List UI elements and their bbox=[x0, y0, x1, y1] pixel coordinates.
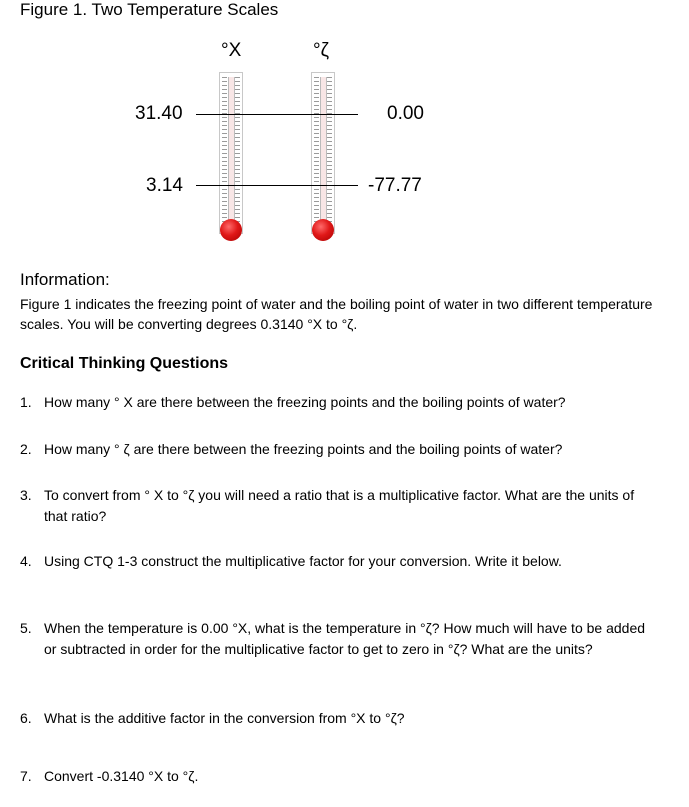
x-freezing-value: 3.14 bbox=[146, 175, 183, 196]
question-text: Using CTQ 1-3 construct the multiplicative factor for your conversion. Write it below. bbox=[44, 553, 562, 569]
question-number: 4. bbox=[20, 553, 32, 569]
boiling-point-line bbox=[196, 114, 358, 115]
ctq-heading: Critical Thinking Questions bbox=[20, 355, 229, 372]
question-6 bbox=[20, 708, 660, 729]
question-text: How many ° X are there between the freezing points and the boiling points of water? bbox=[44, 394, 566, 410]
question-4 bbox=[20, 551, 660, 572]
unit-label-x: °X bbox=[221, 40, 242, 61]
freezing-point-line bbox=[196, 185, 358, 186]
question-number: 2. bbox=[20, 441, 32, 457]
information-body: Figure 1 indicates the freezing point of water and the boiling point of water in two different temperature scales. You will be converting degrees 0.3140 °X to °ζ. bbox=[20, 296, 653, 332]
question-1 bbox=[20, 392, 660, 413]
question-number: 6. bbox=[20, 710, 32, 726]
question-7 bbox=[20, 766, 660, 787]
question-number: 5. bbox=[20, 620, 32, 636]
question-text: How many ° ζ are there between the freezing points and the boiling points of water? bbox=[44, 441, 563, 457]
question-3 bbox=[20, 485, 660, 527]
question-text: What is the additive factor in the conversion from °X to °ζ? bbox=[44, 710, 405, 726]
question-number: 3. bbox=[20, 487, 32, 503]
unit-label-zeta: °ζ bbox=[313, 40, 329, 61]
thermometer-zeta-icon bbox=[311, 72, 335, 234]
zeta-freezing-value: -77.77 bbox=[368, 175, 422, 196]
question-text: To convert from ° X to °ζ you will need a ratio that is a multiplicative factor. What are the units of that ratio? bbox=[44, 487, 635, 524]
figure-title: Figure 1. Two Temperature Scales bbox=[20, 0, 279, 19]
thermometer-x-icon bbox=[219, 72, 243, 234]
question-text: Convert -0.3140 °X to °ζ. bbox=[44, 768, 199, 784]
question-text: When the temperature is 0.00 °X, what is the temperature in °ζ? How much will have to be added or subtracted in order for the multiplicative factor to get to zero in °ζ? What are the units? bbox=[44, 620, 646, 657]
question-2 bbox=[20, 439, 660, 460]
question-number: 7. bbox=[20, 768, 32, 784]
zeta-boiling-value: 0.00 bbox=[387, 103, 424, 124]
information-heading: Information: bbox=[20, 270, 110, 289]
x-boiling-value: 31.40 bbox=[135, 103, 183, 124]
question-number: 1. bbox=[20, 394, 32, 410]
question-5 bbox=[20, 618, 660, 660]
